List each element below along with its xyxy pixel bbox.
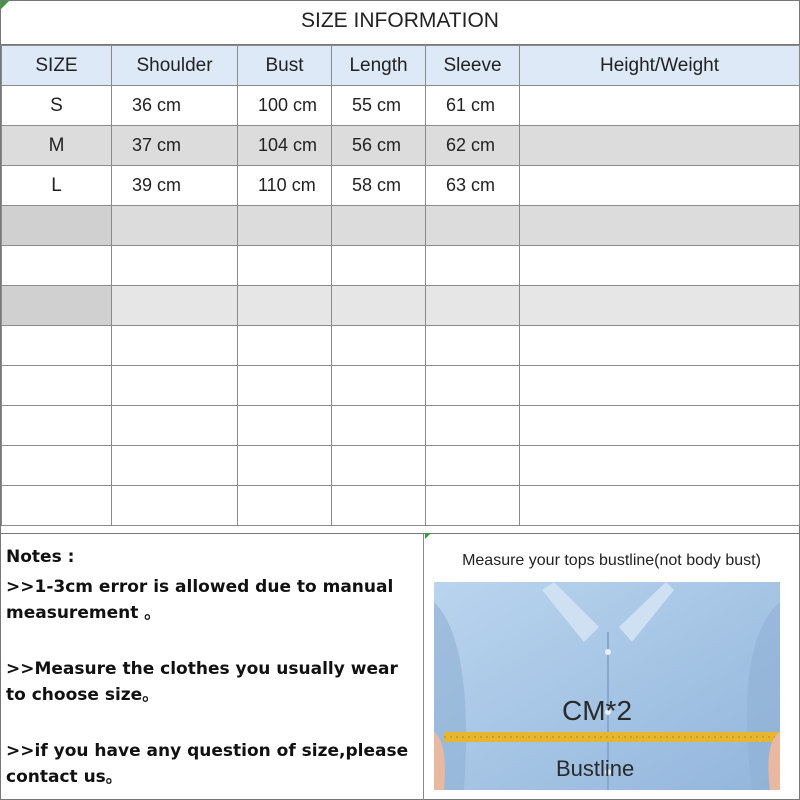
empty-cell — [332, 486, 426, 526]
cell-bust: 104 cm — [238, 126, 332, 166]
empty-cell — [520, 246, 800, 286]
empty-cell — [332, 446, 426, 486]
empty-cell — [426, 406, 520, 446]
shirt-button — [605, 649, 611, 655]
empty-cell — [2, 486, 112, 526]
empty-cell — [332, 406, 426, 446]
empty-cell — [2, 206, 112, 246]
empty-cell — [520, 406, 800, 446]
header-sleeve: Sleeve — [426, 46, 520, 86]
cell-sleeve: 61 cm — [426, 86, 520, 126]
table-row-empty — [2, 406, 800, 446]
photo-caption: Measure your tops bustline(not body bust) — [462, 552, 761, 569]
cell-bust: 100 cm — [238, 86, 332, 126]
empty-cell — [426, 246, 520, 286]
cell-sleeve: 62 cm — [426, 126, 520, 166]
cell-size: S — [2, 86, 112, 126]
cell-height-weight — [520, 166, 800, 206]
empty-cell — [238, 486, 332, 526]
cell-height-weight — [520, 126, 800, 166]
empty-cell — [238, 206, 332, 246]
size-table — [1, 45, 800, 526]
empty-cell — [332, 366, 426, 406]
empty-cell — [520, 366, 800, 406]
cell-shoulder: 36 cm — [112, 86, 238, 126]
empty-cell — [112, 246, 238, 286]
empty-cell — [2, 366, 112, 406]
note-item: >>1-3cm error is allowed due to manual measurement 。 — [6, 577, 394, 623]
table-row-empty — [2, 286, 800, 326]
bustline-label: Bustline — [556, 756, 635, 781]
empty-cell — [238, 446, 332, 486]
empty-cell — [520, 486, 800, 526]
table-row — [2, 86, 800, 126]
cell-shoulder: 37 cm — [112, 126, 238, 166]
header-length: Length — [332, 46, 426, 86]
cell-height-weight — [520, 86, 800, 126]
empty-cell — [2, 406, 112, 446]
shirt-illustration — [434, 582, 780, 790]
empty-cell — [238, 286, 332, 326]
empty-cell — [112, 486, 238, 526]
empty-cell — [520, 286, 800, 326]
table-header-row — [2, 46, 800, 86]
cell-bust: 110 cm — [238, 166, 332, 206]
cell-length: 55 cm — [332, 86, 426, 126]
empty-cell — [2, 286, 112, 326]
empty-cell — [112, 326, 238, 366]
cell-length: 56 cm — [332, 126, 426, 166]
empty-cell — [520, 326, 800, 366]
empty-cell — [112, 286, 238, 326]
notes-heading: Notes : — [6, 547, 75, 567]
header-bust: Bust — [238, 46, 332, 86]
empty-cell — [332, 206, 426, 246]
bottom-section — [1, 533, 799, 800]
cell-length: 58 cm — [332, 166, 426, 206]
table-row-empty — [2, 246, 800, 286]
note-item: >>Measure the clothes you usually wear to choose size。 — [6, 659, 398, 705]
table-row-empty — [2, 326, 800, 366]
header-shoulder: Shoulder — [112, 46, 238, 86]
note-item: >>if you have any question of size,please contact us。 — [6, 741, 409, 787]
empty-cell — [426, 206, 520, 246]
empty-cell — [520, 446, 800, 486]
empty-cell — [426, 286, 520, 326]
empty-cell — [238, 406, 332, 446]
empty-cell — [238, 246, 332, 286]
table-row-empty — [2, 446, 800, 486]
measurement-photo-panel — [424, 534, 799, 800]
empty-cell — [426, 446, 520, 486]
empty-cell — [2, 446, 112, 486]
empty-cell — [238, 366, 332, 406]
table-row-empty — [2, 206, 800, 246]
cell-size: L — [2, 166, 112, 206]
empty-cell — [332, 246, 426, 286]
cm-label: CM*2 — [562, 695, 633, 726]
shirt-measurement-image — [434, 582, 780, 790]
table-row-empty — [2, 366, 800, 406]
empty-cell — [332, 286, 426, 326]
empty-cell — [112, 366, 238, 406]
empty-cell — [332, 326, 426, 366]
empty-cell — [238, 326, 332, 366]
empty-cell — [520, 206, 800, 246]
table-row — [2, 126, 800, 166]
table-row-empty — [2, 486, 800, 526]
empty-cell — [112, 206, 238, 246]
empty-cell — [426, 366, 520, 406]
table-row — [2, 166, 800, 206]
header-size: SIZE — [2, 46, 112, 86]
empty-cell — [426, 326, 520, 366]
cell-size: M — [2, 126, 112, 166]
empty-cell — [112, 446, 238, 486]
header-height-weight: Height/Weight — [520, 46, 800, 86]
cell-shoulder: 39 cm — [112, 166, 238, 206]
corner-marker — [425, 533, 431, 539]
page-title: SIZE INFORMATION — [1, 1, 799, 45]
empty-cell — [426, 486, 520, 526]
empty-cell — [112, 406, 238, 446]
notes-panel — [1, 534, 424, 800]
empty-cell — [2, 326, 112, 366]
cell-sleeve: 63 cm — [426, 166, 520, 206]
empty-cell — [2, 246, 112, 286]
